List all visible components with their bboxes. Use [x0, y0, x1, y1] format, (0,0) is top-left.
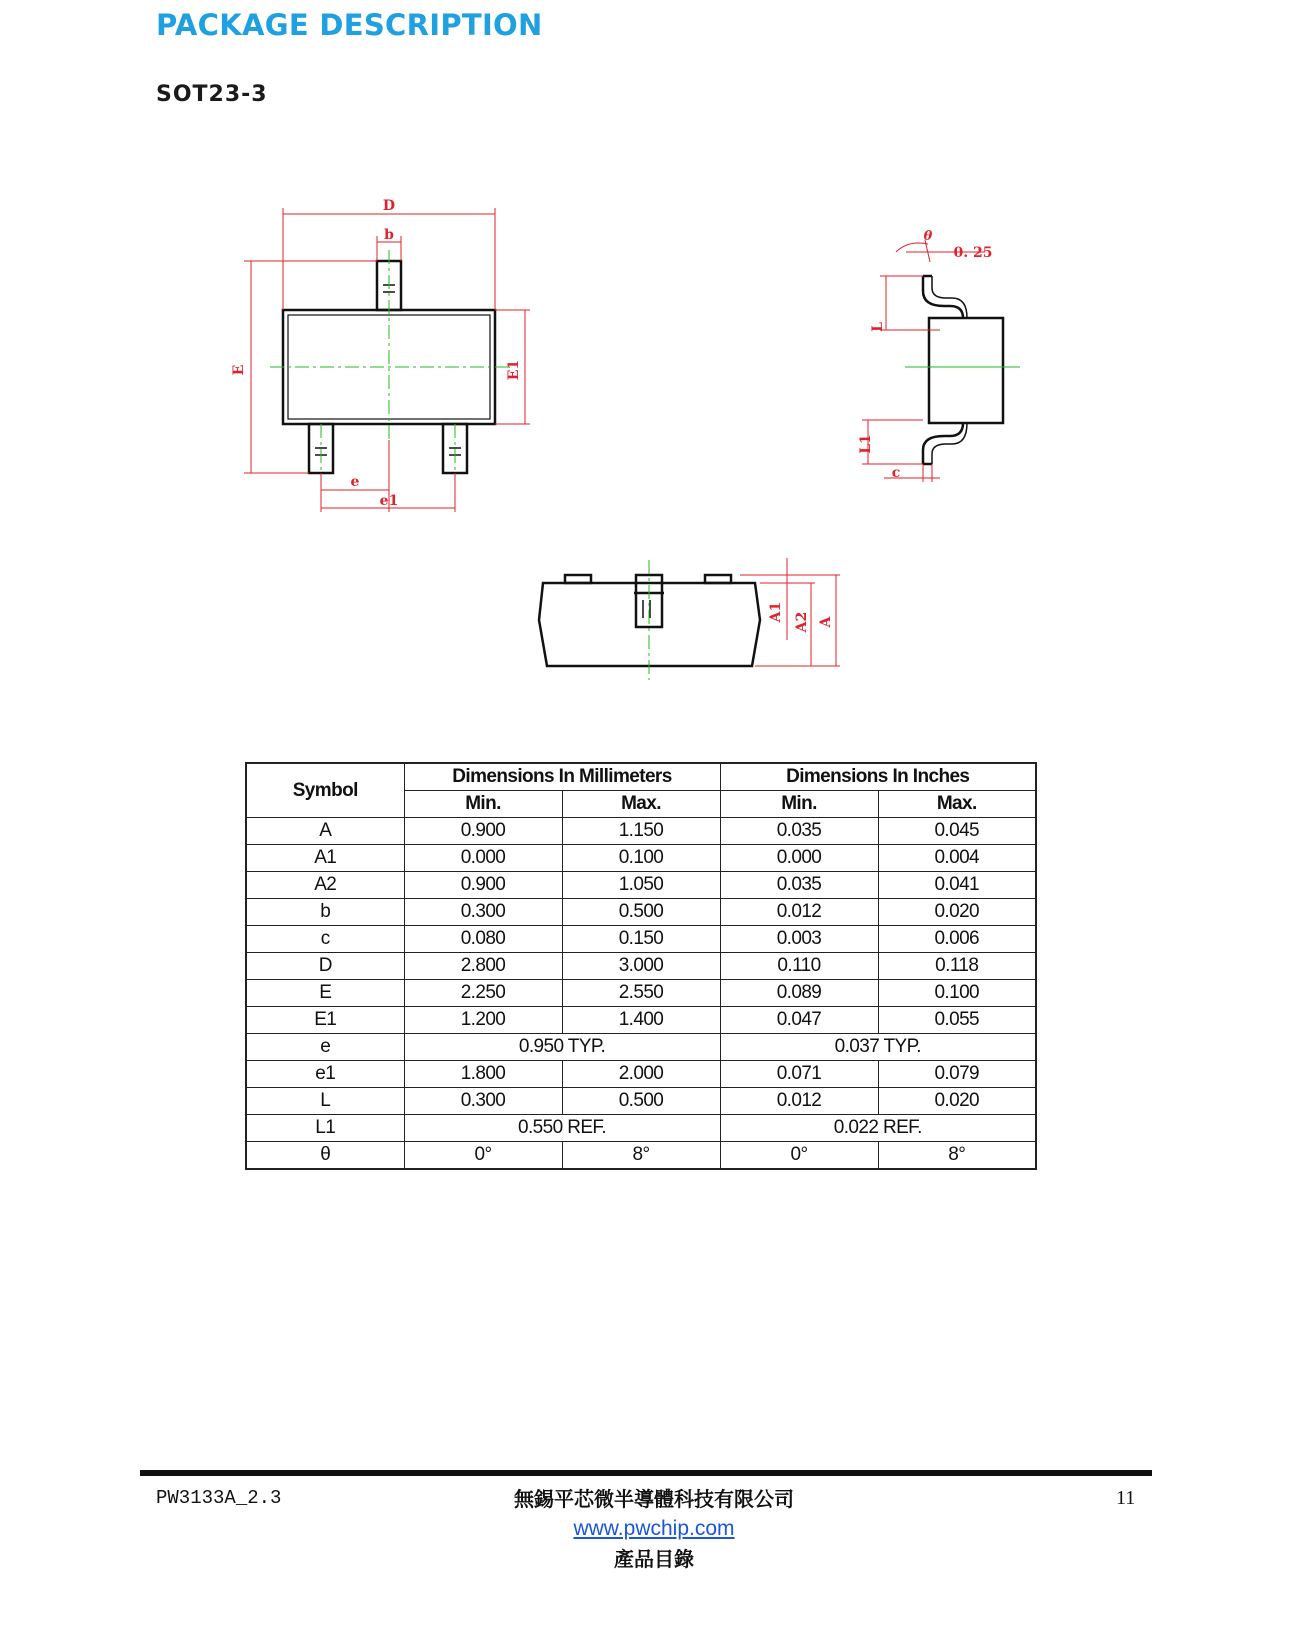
cell: 1.400: [562, 1007, 720, 1034]
table-row: [246, 1115, 1036, 1142]
table-row: [246, 1007, 1036, 1034]
cell: 0°: [720, 1142, 878, 1170]
cell: 0.900: [404, 818, 562, 845]
cell: 0°: [404, 1142, 562, 1170]
cell: 0.100: [562, 845, 720, 872]
label-b: b: [384, 227, 394, 243]
dimensions-body: [246, 818, 1036, 1170]
inch-min-header: Min.: [720, 791, 878, 818]
label-L: L: [870, 322, 886, 332]
cell: c: [246, 926, 404, 953]
cell: 0.020: [878, 899, 1036, 926]
cell: 0.300: [404, 899, 562, 926]
front-left-lead: [565, 575, 591, 583]
cell: 2.250: [404, 980, 562, 1007]
package-name: SOT23-3: [156, 82, 268, 107]
mm-max-header: Max.: [562, 791, 720, 818]
cell: 0.550 REF.: [404, 1115, 720, 1142]
doc-id: PW3133A_2.3: [156, 1487, 282, 1509]
table-row: [246, 953, 1036, 980]
table-row: [246, 926, 1036, 953]
table-row: [246, 1088, 1036, 1115]
front-right-lead: [705, 575, 731, 583]
cell: A: [246, 818, 404, 845]
cell: b: [246, 899, 404, 926]
label-E1: E1: [506, 359, 522, 381]
side-body: [929, 318, 1003, 423]
label-A1: A1: [768, 601, 784, 623]
cell: 0.500: [562, 899, 720, 926]
mm-header: Dimensions In Millimeters: [404, 763, 720, 791]
cell: 2.800: [404, 953, 562, 980]
cell: 0.035: [720, 872, 878, 899]
cell: θ: [246, 1142, 404, 1170]
label-A: A: [818, 616, 834, 628]
top-view-dimensions: [244, 208, 530, 512]
label-E: E: [231, 364, 247, 376]
dimensions-table: [245, 762, 1037, 1170]
label-e: e: [350, 474, 360, 490]
cell: 0.150: [562, 926, 720, 953]
cell: 0.020: [878, 1088, 1036, 1115]
label-L1: L1: [858, 434, 874, 454]
cell: 0.035: [720, 818, 878, 845]
cell: 1.050: [562, 872, 720, 899]
mm-min-header: Min.: [404, 791, 562, 818]
inch-max-header: Max.: [878, 791, 1036, 818]
cell: 0.079: [878, 1061, 1036, 1088]
cell: L: [246, 1088, 404, 1115]
cell: 0.080: [404, 926, 562, 953]
cell: 0.003: [720, 926, 878, 953]
table-row: [246, 1061, 1036, 1088]
table-row: [246, 845, 1036, 872]
cell: 0.012: [720, 899, 878, 926]
cell: 1.150: [562, 818, 720, 845]
table-row: [246, 818, 1036, 845]
table-row: [246, 980, 1036, 1007]
cell: 0.037 TYP.: [720, 1034, 1036, 1061]
cell: A2: [246, 872, 404, 899]
table-row: [246, 1142, 1036, 1170]
cell: 0.041: [878, 872, 1036, 899]
cell: 0.006: [878, 926, 1036, 953]
label-D: D: [382, 198, 396, 214]
top-view-centerlines: [270, 250, 510, 510]
footer-rule: [140, 1470, 1152, 1476]
cell: A1: [246, 845, 404, 872]
website-link[interactable]: www.pwchip.com: [573, 1517, 735, 1540]
label-A2: A2: [794, 611, 810, 633]
cell: 0.012: [720, 1088, 878, 1115]
side-upper-lead: [923, 276, 963, 318]
inch-header: Dimensions In Inches: [720, 763, 1036, 791]
cell: 3.000: [562, 953, 720, 980]
cell: 2.000: [562, 1061, 720, 1088]
cell: 0.950 TYP.: [404, 1034, 720, 1061]
label-c: c: [891, 465, 901, 481]
label-e1: e1: [379, 493, 399, 509]
cell: 0.110: [720, 953, 878, 980]
cell: 0.100: [878, 980, 1036, 1007]
page-title: PACKAGE DESCRIPTION: [156, 8, 543, 42]
label-theta: θ: [923, 229, 933, 244]
page-number: 11: [1116, 1487, 1136, 1509]
cell: E: [246, 980, 404, 1007]
cell: 0.500: [562, 1088, 720, 1115]
company-name: 無錫平芯微半導體科技有限公司: [514, 1487, 794, 1511]
cell: 0.000: [720, 845, 878, 872]
table-row: [246, 1034, 1036, 1061]
cell: E1: [246, 1007, 404, 1034]
symbol-header: Symbol: [246, 763, 404, 818]
cell: 8°: [562, 1142, 720, 1170]
catalog-label: 產品目錄: [614, 1547, 694, 1571]
cell: 0.118: [878, 953, 1036, 980]
cell: 1.800: [404, 1061, 562, 1088]
cell: 8°: [878, 1142, 1036, 1170]
cell: 0.055: [878, 1007, 1036, 1034]
cell: L1: [246, 1115, 404, 1142]
cell: D: [246, 953, 404, 980]
cell: 0.089: [720, 980, 878, 1007]
cell: 1.200: [404, 1007, 562, 1034]
cell: 0.300: [404, 1088, 562, 1115]
cell: 2.550: [562, 980, 720, 1007]
table-row: [246, 872, 1036, 899]
label-gauge: 0. 25: [953, 245, 993, 261]
cell: 0.045: [878, 818, 1036, 845]
cell: 0.071: [720, 1061, 878, 1088]
table-row: [246, 899, 1036, 926]
footer-center: [454, 1484, 854, 1574]
cell: 0.047: [720, 1007, 878, 1034]
cell: 0.000: [404, 845, 562, 872]
side-view: [923, 276, 1003, 464]
cell: e: [246, 1034, 404, 1061]
cell: e1: [246, 1061, 404, 1088]
cell: 0.900: [404, 872, 562, 899]
package-drawing: [0, 0, 1309, 720]
cell: 0.004: [878, 845, 1036, 872]
cell: 0.022 REF.: [720, 1115, 1036, 1142]
